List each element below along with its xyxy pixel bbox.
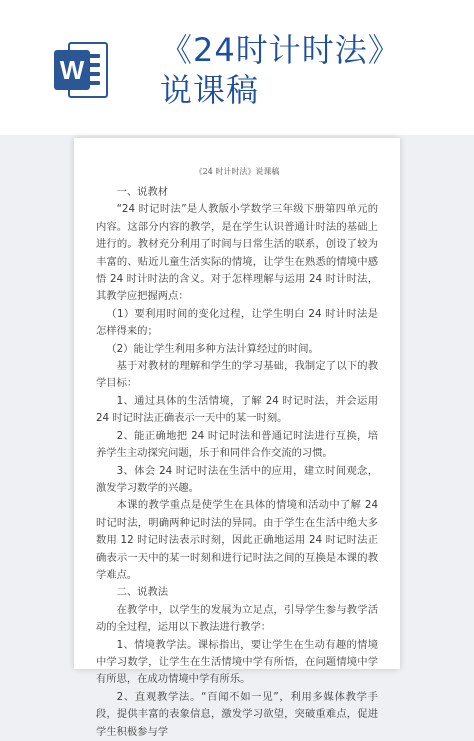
paragraph: （2）能让学生利用多种方法计算经过的时间。 [106,342,319,355]
paragraph: 在教学中，以学生的发展为立足点，引导学生参与教学活动的全过程，运用以下教法进行教学： [96,603,378,634]
page-title-line-1: 《24时计时法》 [160,31,401,69]
section-heading: 一、说教材 [116,186,169,198]
section-heading: 二、说教法 [116,586,169,599]
list-item: 3、体会 24 时记时法在生活中的应用，建立时间观念，激发学习数学的兴趣。 [96,464,378,494]
document-body [96,184,378,741]
paragraph: “24 时记时法”是人教版小学数学三年级下册第四单元的内容。这部分内容的教学，是在学生认识普通计时法的基础上进行的。教材充分利用了时间与日常生活的联系，创设了较为丰富的、贴近儿童生活实际的情境，让学生在熟悉的情境中感悟 24 时计时法的含义。对于怎样理解与运用 24 时计时法，其教学应把握两点： [96,203,378,303]
paragraph: 基于对教材的理解和学生的学习基础，我制定了以下的教学目标： [96,360,378,390]
paragraph: 本课的教学重点是使学生在具体的情境和活动中了解 24 时记时法，明确两种记时法的异同。由于学生在生活中绝大多数用 12 时记时法表示时刻，因此正确地运用 24 时记时法正确表示一天中的某一时刻和进行记时法之间的互换是本课的教学难点。 [96,499,378,581]
list-item: 2、直观教学法。“百闻不如一见”，利用多媒体教学手段，提供丰富的表象信息，激发学习欲望，突破重难点，促进学生积极参与学 [96,690,378,738]
word-icon [54,42,110,98]
list-item: 1、通过具体的生活情境，了解 24 时记时法，并会运用 24 时记时法正确表示一天中的某一时刻。 [96,394,378,425]
list-item: 1、情境教学法。课标指出，要让学生在生动有趣的情境中学习数学，让学生在生活情境中学有所悟，在问题情境中学有所思，在成功情境中学有所乐。 [96,638,378,686]
header-banner [0,0,474,135]
paragraph: （1）要利用时间的变化过程，让学生明白 24 时计时法是怎样得来的； [96,307,378,338]
page-title-line-2: 说课稿 [160,71,260,109]
document-title: 《24 时计时法》说课稿 [194,167,280,176]
list-item: 2、能正确地把 24 时记时法和普通记时法进行互换，培养学生主动探究问题，乐于和同伴合作交流的习惯。 [96,429,378,460]
page-title [160,30,460,110]
word-icon-letter: W [54,50,90,90]
document-page [74,138,400,738]
